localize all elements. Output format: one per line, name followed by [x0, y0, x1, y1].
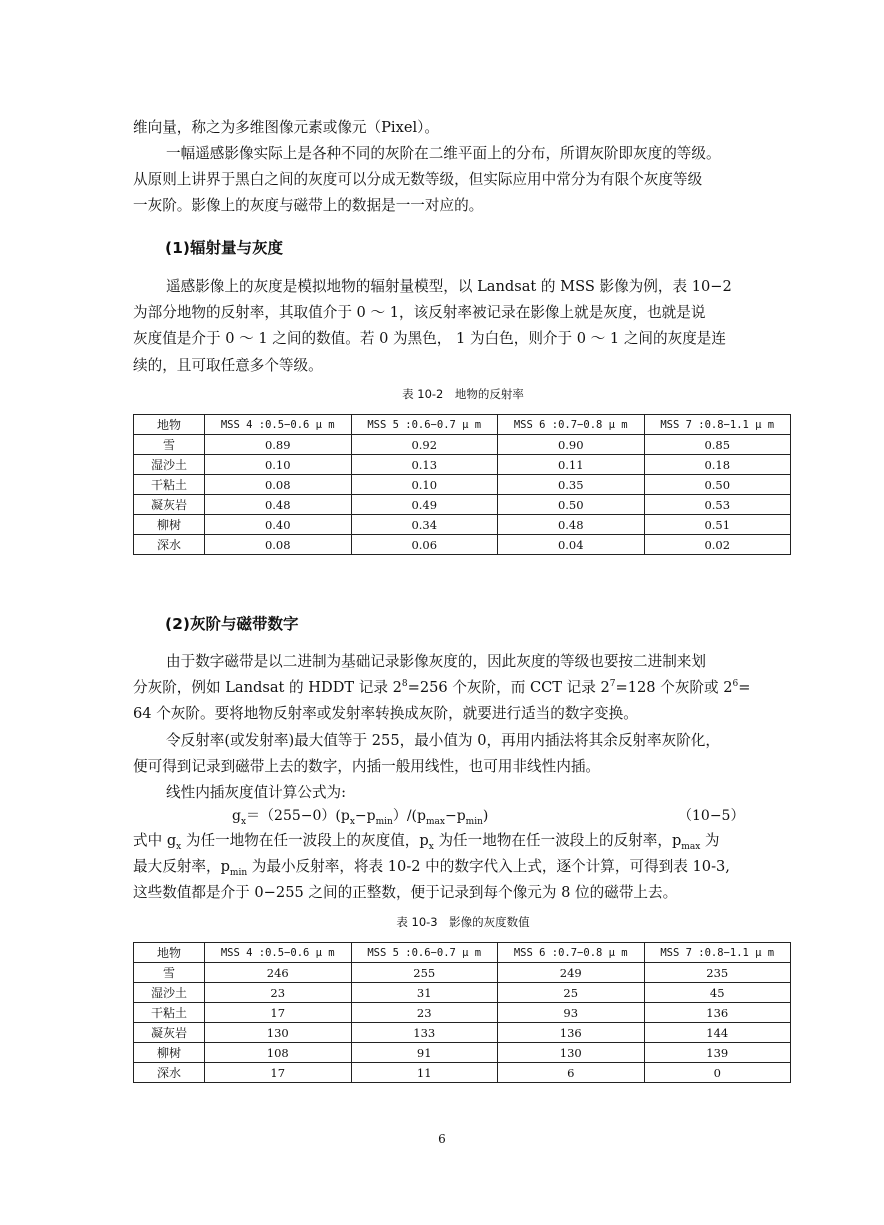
column-header: 地物 [134, 943, 205, 963]
table-cell: 31 [351, 983, 498, 1003]
text-line: 线性内插灰度值计算公式为: [166, 784, 347, 801]
gray-value-table [133, 942, 791, 1083]
table-cell: 柳树 [134, 1043, 205, 1063]
paragraph-radiance [133, 274, 793, 379]
text-line: 64 个灰阶。要将地物反射率或发射率转换成灰阶，就要进行适当的数字变换。 [133, 705, 638, 723]
text-line: 一灰阶。影像上的灰度与磁带上的数据是一一对应的。 [133, 197, 484, 215]
table-caption-gray-values: 表 10-3 影像的灰度数值 [396, 915, 530, 929]
text-line: 遥感影像上的灰度是模拟地物的辐射量模型，以 Landsat 的 MSS 影像为例，表 10−2 [166, 278, 732, 295]
table-row [134, 1023, 791, 1043]
table-cell: 0.40 [205, 515, 352, 535]
paragraph-binary-levels [133, 649, 793, 728]
table-cell: 0.04 [498, 535, 645, 555]
text-line: 令反射率(或发射率)最大值等于 255，最小值为 0，再用内插法将其余反射率灰阶化， [166, 732, 720, 749]
table-row [134, 1003, 791, 1023]
table-cell: 0.11 [498, 455, 645, 475]
table-cell: 11 [351, 1063, 498, 1083]
text-line: 分灰阶，例如 Landsat 的 HDDT 记录 $2^8=256$ 个灰阶，而 CCT 记录 $2^7=128$ 个灰阶或 $2^6=$ [133, 679, 751, 697]
table-cell: 139 [644, 1043, 791, 1063]
column-header: MSS 5 :0.6−0.7 μ m [351, 415, 498, 435]
paragraph-gray-levels [133, 141, 793, 220]
table-cell: 湿沙土 [134, 983, 205, 1003]
text-line: 灰度值是介于 0 ～ 1 之间的数值。若 0 为黑色， 1 为白色，则介于 0 ～ 1 之间的灰度是连 [133, 330, 726, 348]
table-row [134, 963, 791, 983]
formula-10-5: $g_x=(255-0)(p_x-p_{min})/(p_{max}-p_{min})$ [232, 808, 489, 827]
paragraph-formula-explanation [133, 828, 793, 907]
table-cell: 0.50 [498, 495, 645, 515]
text-line: 维向量，称之为多维图像元素或像元（Pixel）。 [133, 119, 440, 136]
text-line: 由于数字磁带是以二进制为基础记录影像灰度的，因此灰度的等级也要按二进制来划 [166, 653, 706, 670]
table-cell: 0.10 [205, 455, 352, 475]
table-cell: 0.10 [351, 475, 498, 495]
table-cell: 0.49 [351, 495, 498, 515]
table-cell: 108 [205, 1043, 352, 1063]
table-row [134, 475, 791, 495]
text-line: 从原则上讲界于黑白之间的灰度可以分成无数等级，但实际应用中常分为有限个灰度等级 [133, 171, 703, 189]
text-line: 便可得到记录到磁带上去的数字，内插一般用线性，也可用非线性内插。 [133, 758, 601, 776]
table-cell: 6 [498, 1063, 645, 1083]
table-cell: 130 [498, 1043, 645, 1063]
table-cell: 136 [644, 1003, 791, 1023]
column-header: MSS 4 :0.5−0.6 μ m [205, 943, 352, 963]
table-row [134, 1043, 791, 1063]
text-line: 这些数值都是介于 0−255 之间的正整数，便于记录到每个像元为 8 位的磁带上去。 [133, 884, 678, 902]
table-cell: 136 [498, 1023, 645, 1043]
table-cell: 249 [498, 963, 645, 983]
column-header: 地物 [134, 415, 205, 435]
table-cell: 干粘土 [134, 1003, 205, 1023]
table-row [134, 455, 791, 475]
text-line: 续的，且可取任意多个等级。 [133, 356, 323, 374]
text-line: 为部分地物的反射率，其取值介于 0 ～ 1，该反射率被记录在影像上就是灰度，也就是说 [133, 304, 706, 322]
table-cell: 133 [351, 1023, 498, 1043]
table-cell: 干粘土 [134, 475, 205, 495]
table-cell: 深水 [134, 535, 205, 555]
table-cell: 45 [644, 983, 791, 1003]
table-cell: 23 [205, 983, 352, 1003]
column-header: MSS 4 :0.5−0.6 μ m [205, 415, 352, 435]
table-cell: 0.48 [205, 495, 352, 515]
table-cell: 0.90 [498, 435, 645, 455]
paragraph-intro [133, 115, 793, 141]
table-cell: 0.53 [644, 495, 791, 515]
table-cell: 255 [351, 963, 498, 983]
page-number: 6 [438, 1132, 446, 1146]
table-cell: 凝灰岩 [134, 495, 205, 515]
table-cell: 0.18 [644, 455, 791, 475]
table-row [134, 435, 791, 455]
table-cell: 246 [205, 963, 352, 983]
table-cell: 0.13 [351, 455, 498, 475]
table-cell: 柳树 [134, 515, 205, 535]
table-cell: 93 [498, 1003, 645, 1023]
table-row [134, 983, 791, 1003]
table-cell: 0.50 [644, 475, 791, 495]
table-cell: 91 [351, 1043, 498, 1063]
table-cell: 凝灰岩 [134, 1023, 205, 1043]
table-row [134, 1063, 791, 1083]
table-cell: 0.85 [644, 435, 791, 455]
table-cell: 0.51 [644, 515, 791, 535]
table-row [134, 535, 791, 555]
table-cell: 25 [498, 983, 645, 1003]
column-header: MSS 7 :0.8−1.1 μ m [644, 943, 791, 963]
table-cell: 0.08 [205, 475, 352, 495]
table-cell: 深水 [134, 1063, 205, 1083]
column-header: MSS 7 :0.8−1.1 μ m [644, 415, 791, 435]
table-cell: 0.08 [205, 535, 352, 555]
text-line: 最大反射率，$p_{min}$ 为最小反射率，将表 10-2 中的数字代入上式，逐个计算，可得到表 10-3, [133, 858, 730, 879]
table-cell: 0 [644, 1063, 791, 1083]
text-line: 一幅遥感影像实际上是各种不同的灰阶在二维平面上的分布，所谓灰阶即灰度的等级。 [166, 145, 721, 162]
paragraph-formula-intro [133, 780, 793, 806]
table-cell: 0.89 [205, 435, 352, 455]
text-line: 式中 $g_x$ 为任一地物在任一波段上的灰度值，$p_x$ 为任一地物在任一波段上的反射率，$p_{max}$ 为 [133, 832, 720, 852]
table-row [134, 515, 791, 535]
column-header: MSS 5 :0.6−0.7 μ m [351, 943, 498, 963]
table-cell: 0.48 [498, 515, 645, 535]
table-cell: 17 [205, 1063, 352, 1083]
table-cell: 23 [351, 1003, 498, 1023]
table-cell: 144 [644, 1023, 791, 1043]
table-cell: 0.02 [644, 535, 791, 555]
table-cell: 湿沙土 [134, 455, 205, 475]
formula-number: （10−5） [678, 808, 745, 824]
column-header: MSS 6 :0.7−0.8 μ m [498, 415, 645, 435]
reflectance-table [133, 414, 791, 555]
table-cell: 0.34 [351, 515, 498, 535]
table-header-row [134, 943, 791, 963]
section-heading-gray-digits: (2)灰阶与磁带数字 [165, 615, 299, 633]
table-cell: 雪 [134, 435, 205, 455]
table-caption-reflectance: 表 10-2 地物的反射率 [402, 387, 524, 401]
table-cell: 0.92 [351, 435, 498, 455]
table-cell: 235 [644, 963, 791, 983]
section-heading-radiance: (1)辐射量与灰度 [165, 239, 283, 257]
paragraph-interpolation [133, 728, 793, 780]
table-cell: 0.35 [498, 475, 645, 495]
table-cell: 0.06 [351, 535, 498, 555]
table-header-row [134, 415, 791, 435]
table-row [134, 495, 791, 515]
table-cell: 17 [205, 1003, 352, 1023]
table-cell: 雪 [134, 963, 205, 983]
table-cell: 130 [205, 1023, 352, 1043]
column-header: MSS 6 :0.7−0.8 μ m [498, 943, 645, 963]
